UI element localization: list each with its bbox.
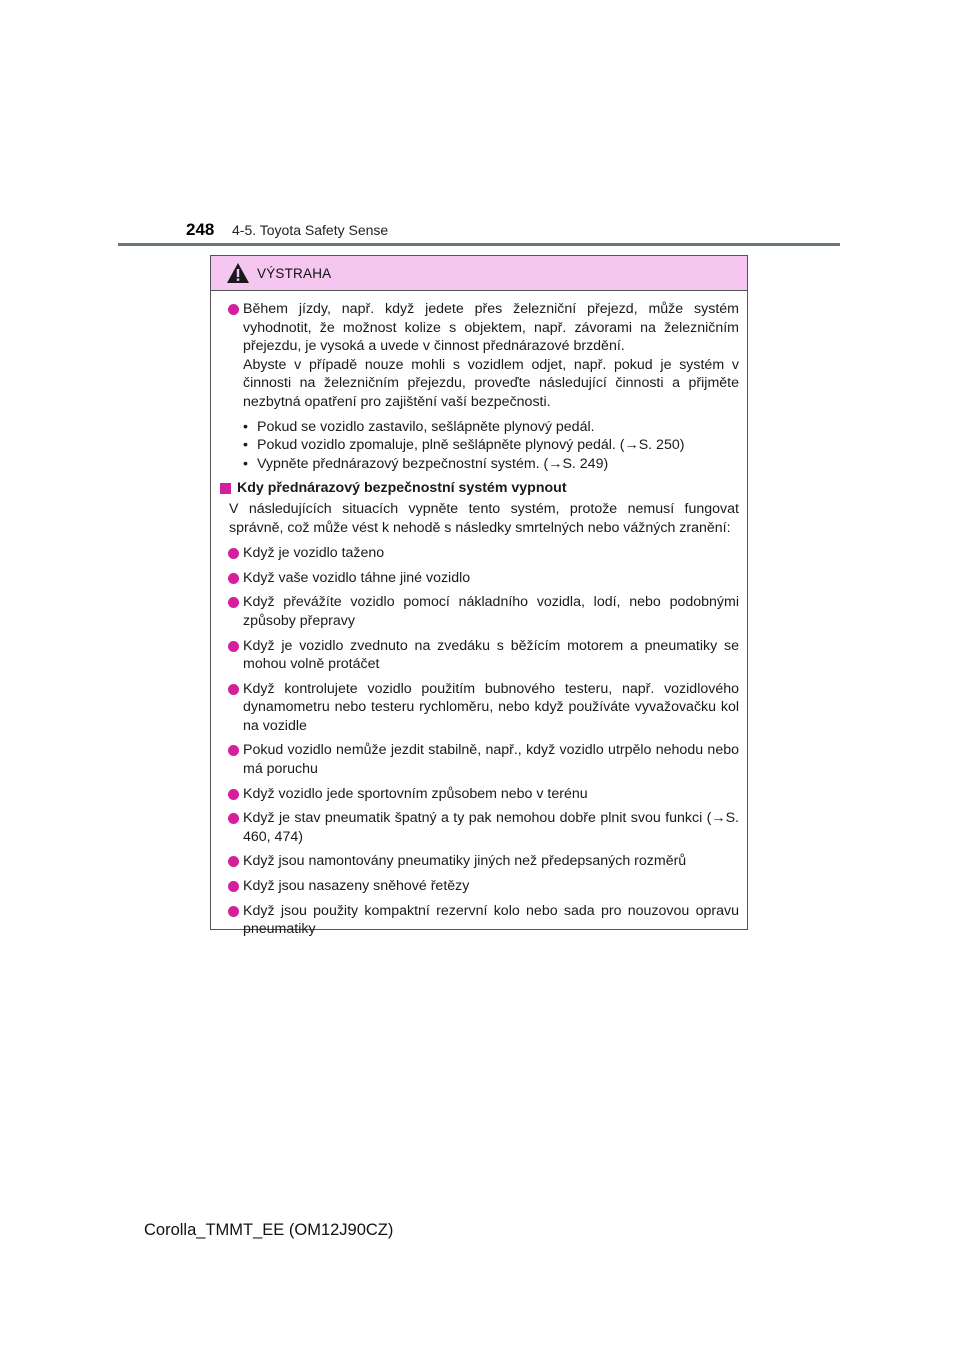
sub-item-text: Pokud se vozidlo zastavilo, sešlápněte plynový pedál. [257, 418, 595, 435]
item-text: Když je stav pneumatik špatný a ty pak nemohou dobře plnit svou funkci (→S. 460, 474) [243, 810, 739, 845]
sub-list-item: • Pokud se vozidlo zastavilo, sešlápněte plynový pedál. [243, 418, 595, 435]
item-text: Když vaše vozidlo táhne jiné vozidlo [243, 569, 471, 586]
sub-list-item: • Pokud vozidlo zpomaluje, plně sešlápněte plynový pedál. (→S. 250) [243, 437, 685, 454]
item-text: Když je vozidlo zvednuto na zvedáku s běžícím motorem a pneumatiky se mohou volně protáčet [243, 637, 739, 673]
square-bullet-icon [220, 483, 231, 494]
item-text: Když jsou nasazeny sněhové řetězy [243, 878, 470, 895]
subsection-heading [219, 479, 739, 498]
item-text: Když vozidlo jede sportovním způsobem nebo v terénu [243, 785, 588, 802]
bullet-icon [228, 641, 239, 652]
item-text: Když převážíte vozidlo pomocí nákladního vozidla, lodí, nebo podobnými způsoby přepravy [243, 594, 739, 629]
section-title: 4-5. Toyota Safety Sense [232, 222, 389, 238]
bullet-icon [228, 856, 239, 867]
page-number: 248 [186, 220, 215, 239]
bullet-icon [228, 745, 239, 756]
warning-box [210, 255, 748, 938]
warning-triangle-icon [226, 262, 250, 284]
list-item [219, 680, 739, 736]
list-item [219, 852, 739, 871]
item-text: Pokud vozidlo nemůže jezdit stabilně, např., když vozidlo utrpělo nehodu nebo má poruchu [243, 742, 739, 778]
bullet-icon [228, 573, 239, 584]
bullet-icon [228, 597, 239, 608]
sub-list [243, 418, 739, 474]
bullet-icon [228, 304, 239, 315]
bullet-icon [228, 548, 239, 559]
bullet-icon [228, 789, 239, 800]
bullet-icon [228, 813, 239, 824]
list-item [219, 569, 739, 588]
item-text: Abyste v případě nouze mohli s vozidlem odjet, např. pokud je systém v činnosti na železničním přejezdu, proveďte následující činnosti a přijměte nezbytná opatření pro zajištění vaší bezpečnosti. [243, 356, 739, 410]
list-item [219, 544, 739, 563]
item-text: Když jsou namontovány pneumatiky jiných než předepsaných rozměrů [243, 853, 687, 870]
list-item [219, 300, 739, 473]
list-item [219, 877, 739, 896]
bullet-icon [228, 881, 239, 892]
sub-item-text: Vypněte přednárazový bezpečnostní systém. (→S. 249) [257, 455, 609, 472]
item-text: Když kontrolujete vozidlo použitím bubnového testeru, např. vozidlového dynamometru nebo testeru rychloměru, nebo když používáte vyvažovačku kol na vozidle [243, 680, 739, 734]
heading-text: Kdy přednárazový bezpečnostní systém vypnout [237, 480, 567, 497]
bullet-icon [228, 684, 239, 695]
header-rule [118, 243, 840, 246]
warning-title: VÝSTRAHA [257, 265, 332, 281]
document-id: Corolla_TMMT_EE (OM12J90CZ) [144, 1221, 394, 1239]
sub-list-item: • Vypněte přednárazový bezpečnostní systém. (→S. 249) [243, 455, 609, 472]
item-text: Během jízdy, např. když jedete přes železniční přejezd, může systém vyhodnotit, že možnost kolize s objektem, např. závorami na železničním přejezdu, je vysoká a uvede v činnost přednárazové brzdění. [243, 301, 739, 355]
item-text: Když jsou použity kompaktní rezervní kolo nebo sada pro nouzovou opravu pneumatiky [243, 902, 739, 938]
list-item [219, 637, 739, 674]
warning-header [211, 256, 747, 291]
list-item [219, 785, 739, 804]
bullet-icon [228, 906, 239, 917]
warning-body [211, 291, 747, 939]
item-text: Když je vozidlo taženo [243, 545, 385, 562]
list-item [219, 902, 739, 939]
list-item [219, 741, 739, 778]
intro-text: V následujících situacích vypněte tento systém, protože nemusí fungovat správně, což může vést k nehodě s následky smrtelných nebo vážných zranění: [229, 500, 739, 536]
list-item [219, 809, 739, 846]
list-item [219, 593, 739, 630]
sub-item-text: Pokud vozidlo zpomaluje, plně sešlápněte plynový pedál. (→S. 250) [257, 437, 685, 454]
